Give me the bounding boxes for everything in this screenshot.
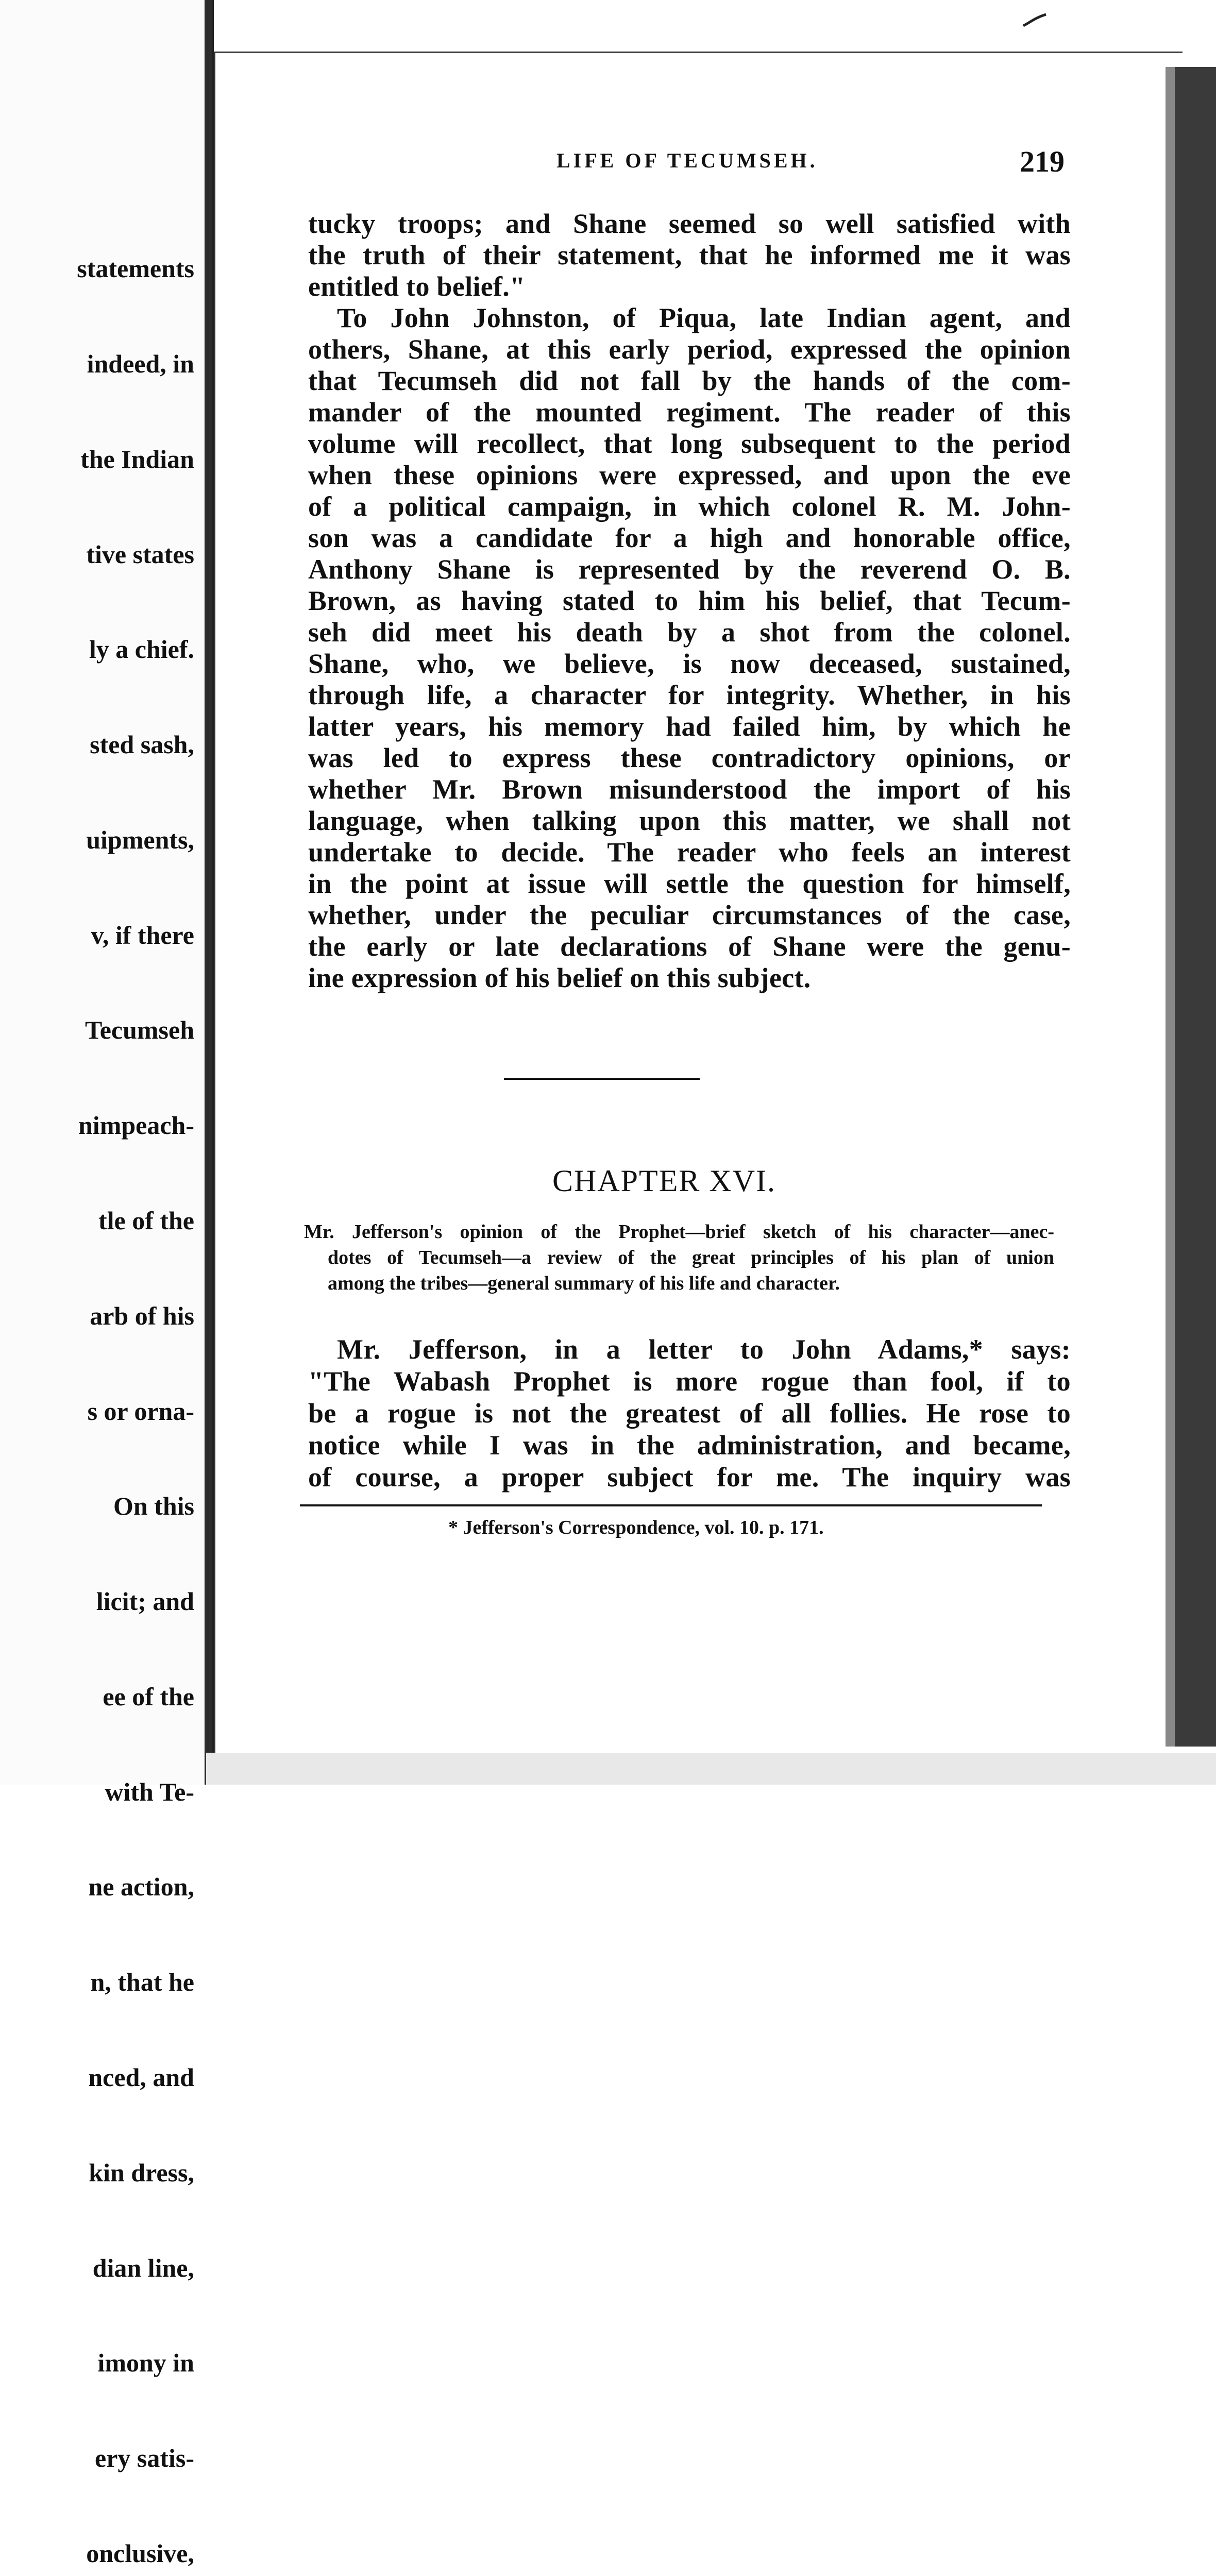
text-line: was led to express these contradictory opinions, or: [308, 742, 1071, 773]
left-line: n, that he: [90, 1968, 194, 1997]
running-head: LIFE OF TECUMSEH.: [556, 149, 818, 172]
summary-line: dotes of Tecumseh—a review of the great principles of his plan of union: [328, 1247, 1054, 1268]
left-line: statements: [77, 254, 194, 283]
summary-line: Mr. Jefferson's opinion of the Prophet—brief sketch of his character—anec-: [304, 1221, 1054, 1243]
left-line: licit; and: [96, 1587, 194, 1616]
left-line: On this: [113, 1492, 194, 1521]
left-line: Tecumseh: [85, 1015, 194, 1045]
text-line: volume will recollect, that long subsequent to the period: [308, 428, 1071, 459]
text-line: mander of the mounted regiment. The reader of this: [308, 397, 1071, 428]
text-line: notice while I was in the administration, and became,: [308, 1430, 1071, 1461]
left-page-text: [0, 190, 194, 2576]
left-line: arb of his: [90, 1301, 194, 1330]
left-line: tle of the: [98, 1206, 194, 1235]
page-edge: [1166, 67, 1216, 1747]
footnote-rule: [300, 1504, 1042, 1506]
left-line: uipments,: [86, 825, 194, 854]
left-line: indeed, in: [87, 349, 194, 378]
text-line: that Tecumseh did not fall by the hands of the com-: [308, 365, 1071, 396]
text-line: To John Johnston, of Piqua, late Indian agent, and: [337, 302, 1071, 333]
chapter-heading: CHAPTER XVI.: [552, 1164, 776, 1198]
text-line: undertake to decide. The reader who feels an interest: [308, 837, 1071, 868]
summary-line: among the tribes—general summary of his life and character.: [328, 1273, 840, 1294]
left-line: ly a chief.: [89, 635, 194, 664]
left-line: s or orna-: [87, 1396, 194, 1426]
footnote: * Jefferson's Correspondence, vol. 10. p. 171.: [448, 1517, 824, 1538]
text-line: whether, under the peculiar circumstances of the case,: [308, 900, 1071, 930]
left-line: nimpeach-: [78, 1111, 194, 1140]
text-line: whether Mr. Brown misunderstood the import of his: [308, 774, 1071, 805]
body-text-top: [308, 208, 1071, 994]
text-line: of a political campaign, in which colonel R. M. John-: [308, 491, 1071, 522]
text-line: "The Wabash Prophet is more rogue than fool, if to: [308, 1366, 1071, 1397]
left-line: the Indian: [80, 444, 194, 473]
text-line: others, Shane, at this early period, expressed the opinion: [308, 334, 1071, 365]
left-line: dian line,: [92, 2253, 194, 2282]
text-line: tucky troops; and Shane seemed so well satisfied with: [308, 208, 1071, 239]
text-line: through life, a character for integrity. Whether, in his: [308, 680, 1071, 710]
left-line: ery satis-: [95, 2444, 194, 2473]
text-line: latter years, his memory had failed him, by which he: [308, 711, 1071, 742]
text-line: language, when talking upon this matter, we shall not: [308, 805, 1071, 836]
left-line: with Te-: [105, 1777, 194, 1806]
text-line: seh did meet his death by a shot from the colonel.: [308, 617, 1071, 648]
chapter-summary: [304, 1219, 1054, 1296]
text-line: when these opinions were expressed, and upon the eve: [308, 460, 1071, 490]
left-line: sted sash,: [90, 730, 194, 759]
left-line: ne action,: [88, 1872, 194, 1902]
text-line: ine expression of his belief on this subject.: [308, 962, 811, 993]
left-line: tive states: [86, 539, 194, 569]
left-line: ee of the: [103, 1682, 194, 1711]
text-line: be a rogue is not the greatest of all follies. He rose to: [308, 1398, 1071, 1429]
text-line: Mr. Jefferson, in a letter to John Adams,* says:: [337, 1334, 1071, 1365]
text-line: entitled to belief.": [308, 271, 526, 302]
text-line: Brown, as having stated to him his belief, that Tecum-: [308, 585, 1071, 616]
left-line: nced, and: [88, 2063, 194, 2092]
left-line: kin dress,: [89, 2158, 194, 2187]
ink-mark-icon: [1020, 12, 1049, 29]
text-line: of course, a proper subject for me. The inquiry was: [308, 1462, 1071, 1493]
text-line: Anthony Shane is represented by the reverend O. B.: [308, 554, 1071, 585]
left-line: v, if there: [91, 920, 194, 950]
page-gutter: [205, 0, 212, 1785]
section-rule: [504, 1078, 700, 1080]
left-line: onclusive,: [86, 2538, 194, 2568]
text-line: the early or late declarations of Shane were the genu-: [308, 931, 1071, 962]
body-text-chapter-start: [308, 1333, 1071, 1493]
text-line: son was a candidate for a high and honorable office,: [308, 522, 1071, 553]
page-number: 219: [1020, 145, 1065, 178]
text-line: the truth of their statement, that he informed me it was: [308, 240, 1071, 270]
left-line: imony in: [97, 2348, 194, 2378]
text-line: Shane, who, we believe, is now deceased, sustained,: [308, 648, 1071, 679]
left-page: [0, 0, 214, 2568]
scan-margin: [206, 1753, 1216, 1785]
text-line: in the point at issue will settle the question for himself,: [308, 868, 1071, 899]
